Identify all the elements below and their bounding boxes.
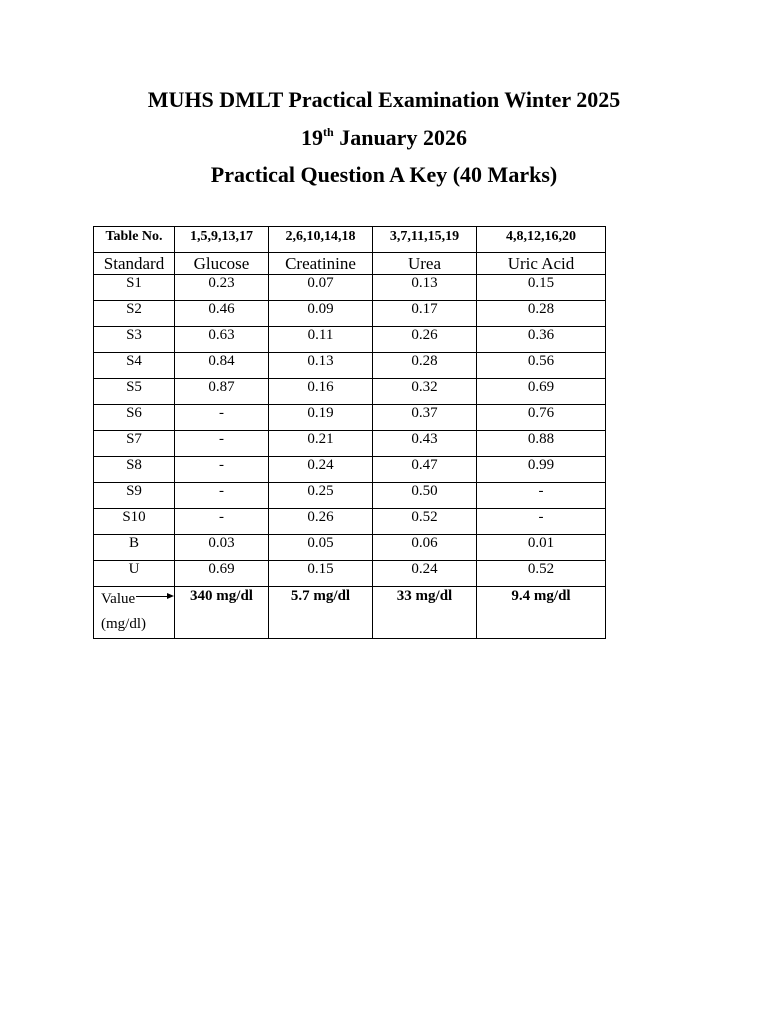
absorbance-creatinine: 0.07 — [269, 275, 373, 301]
table-numbers-urea: 3,7,11,15,19 — [373, 227, 477, 253]
absorbance-uric-acid: 0.88 — [477, 431, 606, 457]
table-numbers-creatinine: 2,6,10,14,18 — [269, 227, 373, 253]
absorbance-urea: 0.13 — [373, 275, 477, 301]
absorbance-urea: 0.28 — [373, 353, 477, 379]
value-label: Value — [101, 591, 136, 607]
table-row — [94, 379, 606, 405]
absorbance-urea: 0.06 — [373, 535, 477, 561]
absorbance-uric-acid: 0.28 — [477, 301, 606, 327]
date-day: 19 — [301, 125, 324, 150]
absorbance-creatinine: 0.24 — [269, 457, 373, 483]
date-rest: January 2026 — [333, 125, 467, 150]
absorbance-uric-acid: 0.01 — [477, 535, 606, 561]
absorbance-creatinine: 0.05 — [269, 535, 373, 561]
date-suffix: th — [323, 125, 334, 139]
absorbance-glucose: - — [175, 431, 269, 457]
answer-key-table — [93, 226, 606, 639]
table-row — [94, 327, 606, 353]
analyte-header-row — [94, 253, 606, 275]
absorbance-urea: 0.32 — [373, 379, 477, 405]
standard-row-label: S8 — [94, 457, 175, 483]
exam-date — [0, 125, 768, 151]
table-row — [94, 483, 606, 509]
absorbance-urea: 0.50 — [373, 483, 477, 509]
answer-key-body — [94, 227, 606, 587]
absorbance-urea: 0.47 — [373, 457, 477, 483]
absorbance-urea: 0.43 — [373, 431, 477, 457]
standard-row-label: U — [94, 561, 175, 587]
absorbance-glucose: 0.23 — [175, 275, 269, 301]
arrow-right-icon — [136, 596, 174, 598]
absorbance-creatinine: 0.11 — [269, 327, 373, 353]
absorbance-urea: 0.24 — [373, 561, 477, 587]
table-row — [94, 353, 606, 379]
analyte-uric-acid: Uric Acid — [477, 253, 606, 275]
standard-row-label: S3 — [94, 327, 175, 353]
absorbance-glucose: 0.03 — [175, 535, 269, 561]
absorbance-uric-acid: 0.15 — [477, 275, 606, 301]
absorbance-creatinine: 0.26 — [269, 509, 373, 535]
absorbance-uric-acid: 0.56 — [477, 353, 606, 379]
value-label-cell — [94, 587, 175, 639]
absorbance-creatinine: 0.09 — [269, 301, 373, 327]
absorbance-creatinine: 0.25 — [269, 483, 373, 509]
standard-row-label: S2 — [94, 301, 175, 327]
absorbance-creatinine: 0.15 — [269, 561, 373, 587]
absorbance-uric-acid: 0.76 — [477, 405, 606, 431]
result-glucose: 340 mg/dl — [175, 587, 269, 639]
table-row — [94, 275, 606, 301]
absorbance-urea: 0.26 — [373, 327, 477, 353]
standard-row-label: S10 — [94, 509, 175, 535]
absorbance-glucose: - — [175, 509, 269, 535]
table-numbers-glucose: 1,5,9,13,17 — [175, 227, 269, 253]
absorbance-glucose: 0.63 — [175, 327, 269, 353]
result-body — [94, 587, 606, 639]
absorbance-uric-acid: - — [477, 509, 606, 535]
table-row — [94, 301, 606, 327]
absorbance-uric-acid: - — [477, 483, 606, 509]
table-row — [94, 509, 606, 535]
result-uric-acid: 9.4 mg/dl — [477, 587, 606, 639]
absorbance-creatinine: 0.21 — [269, 431, 373, 457]
standard-row-label: S5 — [94, 379, 175, 405]
standard-row-label: S9 — [94, 483, 175, 509]
result-value-row — [94, 587, 606, 639]
standard-row-label: S6 — [94, 405, 175, 431]
absorbance-glucose: 0.46 — [175, 301, 269, 327]
absorbance-uric-acid: 0.69 — [477, 379, 606, 405]
table-row — [94, 535, 606, 561]
table-row — [94, 405, 606, 431]
table-row — [94, 431, 606, 457]
result-creatinine: 5.7 mg/dl — [269, 587, 373, 639]
result-urea: 33 mg/dl — [373, 587, 477, 639]
absorbance-glucose: 0.84 — [175, 353, 269, 379]
exam-title: MUHS DMLT Practical Examination Winter 2025 — [147, 87, 621, 112]
standard-row-label: S7 — [94, 431, 175, 457]
absorbance-glucose: - — [175, 405, 269, 431]
absorbance-urea: 0.37 — [373, 405, 477, 431]
table-row — [94, 457, 606, 483]
standard-row-label: S4 — [94, 353, 175, 379]
absorbance-glucose: - — [175, 457, 269, 483]
analyte-creatinine: Creatinine — [269, 253, 373, 275]
absorbance-uric-acid: 0.99 — [477, 457, 606, 483]
table-no-label: Table No. — [94, 227, 175, 253]
analyte-urea: Urea — [373, 253, 477, 275]
table-row — [94, 561, 606, 587]
absorbance-uric-acid: 0.52 — [477, 561, 606, 587]
analyte-glucose: Glucose — [175, 253, 269, 275]
absorbance-uric-acid: 0.36 — [477, 327, 606, 353]
table-number-row — [94, 227, 606, 253]
question-key-title: Practical Question A Key (40 Marks) — [210, 162, 558, 187]
absorbance-glucose: 0.87 — [175, 379, 269, 405]
table-numbers-uric-acid: 4,8,12,16,20 — [477, 227, 606, 253]
value-unit-label: (mg/dl) — [101, 616, 146, 632]
absorbance-urea: 0.17 — [373, 301, 477, 327]
standard-row-label: S1 — [94, 275, 175, 301]
absorbance-creatinine: 0.19 — [269, 405, 373, 431]
absorbance-creatinine: 0.16 — [269, 379, 373, 405]
absorbance-creatinine: 0.13 — [269, 353, 373, 379]
standard-label: Standard — [94, 253, 175, 275]
absorbance-glucose: - — [175, 483, 269, 509]
standard-row-label: B — [94, 535, 175, 561]
absorbance-glucose: 0.69 — [175, 561, 269, 587]
absorbance-urea: 0.52 — [373, 509, 477, 535]
